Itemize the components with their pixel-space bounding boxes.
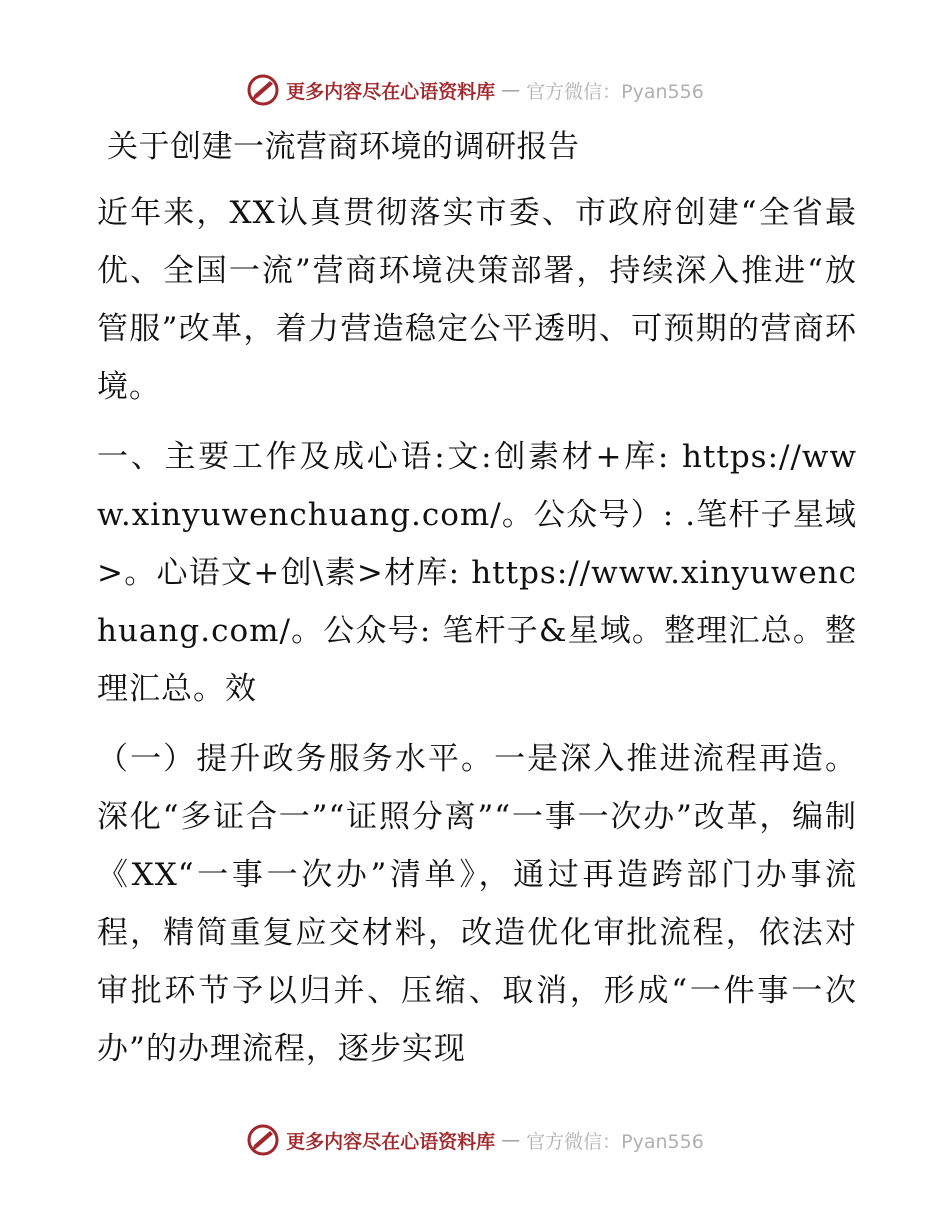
document-body [97,122,857,1090]
document-title: 关于创建一流营商环境的调研报告 [107,129,580,165]
paragraph-section-one-heading: 一、主要工作及成心语:文:创素材+库: https://www.xinyuwenchuang.com/。公众号）: .笔杆子星域>。心语文+创\素>材库: https://www.xinyuwenchuang.com/。公众号: 笔杆子&星域。整理汇总。整理汇总。效 [97,439,857,707]
footer-watermark [0,1120,950,1160]
watermark-separator: — [501,1129,521,1151]
watermark-wechat: 官方微信：Pyan556 [526,80,704,103]
logo-icon [246,73,280,107]
logo-icon [246,1123,280,1157]
watermark-wechat: 官方微信：Pyan556 [526,1130,704,1153]
watermark-text: 更多内容尽在心语资料库 [286,80,496,103]
paragraph-intro: 近年来，XX认真贯彻落实市委、市政府创建“全省最优、全国一流”营商环境决策部署，持续深入推进“放管服”改革，着力营造稳定公平透明、可预期的营商环境。 [97,195,857,405]
watermark-separator: — [501,79,521,101]
paragraph-subsection-one: （一）提升政务服务水平。一是深入推进流程再造。深化“多证合一”“证照分离”“一事一次办”改革，编制《XX“一事一次办”清单》，通过再造跨部门办事流程，精简重复应交材料，改造优化审批流程，依法对审批环节予以归并、压缩、取消，形成“一件事一次办”的办理流程，逐步实现 [97,741,857,1067]
header-watermark [0,70,950,110]
watermark-text: 更多内容尽在心语资料库 [286,1130,496,1153]
